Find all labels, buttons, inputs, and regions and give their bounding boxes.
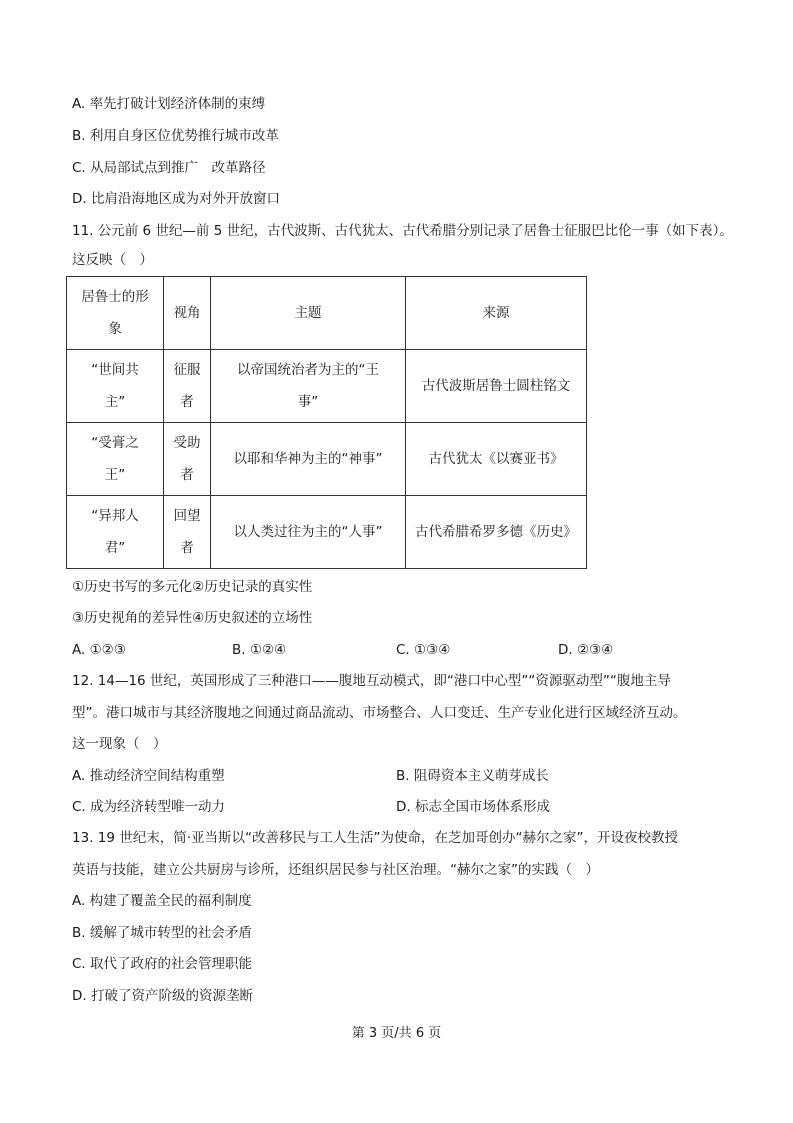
q11-stem-line1: 11. 公元前 6 世纪—前 5 世纪，古代波斯、古代犹太、古代希腊分别记录了居鲁士征服巴比伦一事（如下表）。 xyxy=(72,223,733,239)
q13-option-b: B. 缓解了城市转型的社会矛盾 xyxy=(72,925,252,941)
q11-stem-line2: 这反映（ ） xyxy=(72,252,153,268)
q11-option-b: B. ①②④ xyxy=(232,642,287,658)
q13-stem-line1: 13. 19 世纪末，简·亚当斯以“改善移民与工人生活”为使命，在芝加哥创办“赫尔之家”，开设夜校教授 xyxy=(72,830,678,846)
q11-statements-line1: ①历史书写的多元化②历史记录的真实性 xyxy=(72,579,313,595)
q12-options-row1 xyxy=(72,766,732,786)
table-cell: 古代犹太《以赛亚书》 xyxy=(406,423,587,496)
q11-option-c: C. ①③④ xyxy=(396,642,451,658)
q12-option-d: D. 标志全国市场体系形成 xyxy=(396,799,550,815)
q10-option-b: B. 利用自身区位优势推行城市改革 xyxy=(72,128,279,144)
table-header-row xyxy=(67,277,587,350)
table-cell: 以耶和华神为主的“神事” xyxy=(211,423,406,496)
q10-option-d: D. 比肩沿海地区成为对外开放窗口 xyxy=(72,191,280,207)
page-number-footer: 第 3 页/共 6 页 xyxy=(351,1026,442,1041)
table-row xyxy=(67,496,587,569)
q12-stem-line3: 这一现象（ ） xyxy=(72,736,167,752)
q10-option-a: A. 率先打破计划经济体制的束缚 xyxy=(72,96,266,112)
table-cell: 回望者 xyxy=(164,496,211,569)
q13-option-c: C. 取代了政府的社会管理职能 xyxy=(72,956,253,972)
table-header-cell: 视角 xyxy=(164,277,211,350)
table-cell: “受膏之王” xyxy=(67,423,164,496)
q12-option-a: A. 推动经济空间结构重塑 xyxy=(72,768,225,784)
q10-option-c: C. 从局部试点到推广 改革路径 xyxy=(72,160,266,176)
q11-options xyxy=(72,640,732,660)
q12-stem-line1: 12. 14—16 世纪，英国形成了三种港口——腹地互动模式，即“港口中心型”“资源驱动型”“腹地主导 xyxy=(72,673,671,689)
q11-table xyxy=(66,276,587,569)
table-cell: “世间共主” xyxy=(67,350,164,423)
q12-stem-line2: 型”。港口城市与其经济腹地之间通过商品流动、市场整合、人口变迁、生产专业化进行区域经济互动。 xyxy=(72,705,687,721)
table-cell: 征服者 xyxy=(164,350,211,423)
table-header-cell: 主题 xyxy=(211,277,406,350)
q13-option-a: A. 构建了覆盖全民的福利制度 xyxy=(72,893,252,909)
table-cell: “异邦人君” xyxy=(67,496,164,569)
table-cell: 以人类过往为主的“人事” xyxy=(211,496,406,569)
table-cell: 古代波斯居鲁士圆柱铭文 xyxy=(406,350,587,423)
q12-option-c: C. 成为经济转型唯一动力 xyxy=(72,799,226,815)
q13-stem-line2: 英语与技能，建立公共厨房与诊所，还组织居民参与社区治理。“赫尔之家”的实践（ ） xyxy=(72,862,599,878)
q11-option-d: D. ②③④ xyxy=(558,642,614,658)
table-cell: 古代希腊希罗多德《历史》 xyxy=(406,496,587,569)
table-row xyxy=(67,350,587,423)
table-cell: 以帝国统治者为主的“王事” xyxy=(211,350,406,423)
table-header-cell: 来源 xyxy=(406,277,587,350)
table-row xyxy=(67,423,587,496)
q12-option-b: B. 阻碍资本主义萌芽成长 xyxy=(396,768,549,784)
q13-option-d: D. 打破了资产阶级的资源垄断 xyxy=(72,988,253,1004)
table-cell: 受助者 xyxy=(164,423,211,496)
q11-option-a: A. ①②③ xyxy=(72,642,126,658)
q12-options-row2 xyxy=(72,797,732,817)
table-header-cell: 居鲁士的形象 xyxy=(67,277,164,350)
q11-statements-line2: ③历史视角的差异性④历史叙述的立场性 xyxy=(72,610,313,626)
